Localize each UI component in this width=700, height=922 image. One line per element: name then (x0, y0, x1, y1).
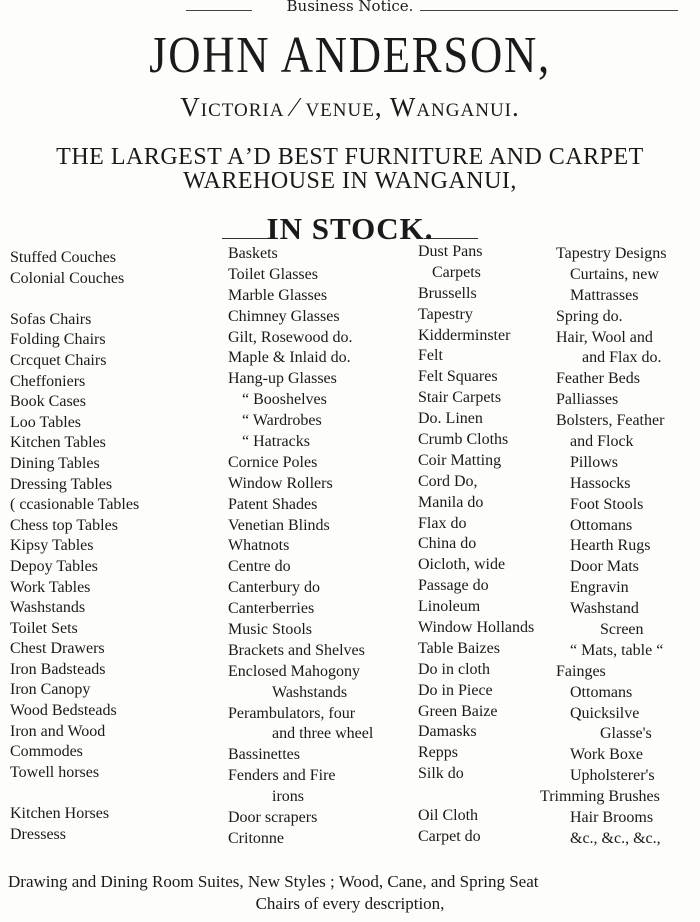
list-item: Canterberries (228, 600, 315, 618)
list-item: Window Rollers (228, 474, 333, 492)
list-item: Bolsters, Feather (556, 412, 665, 430)
list-item: irons (272, 788, 304, 806)
list-item: Do. Linen (418, 410, 483, 428)
list-item: Chess top Tables (10, 516, 118, 534)
list-item: Iron Canopy (10, 681, 91, 699)
list-item: Dressing Tables (10, 475, 113, 493)
list-item: Folding Chairs (10, 331, 106, 349)
list-item: Brackets and Shelves (228, 641, 365, 659)
list-item: Work Boxe (570, 746, 643, 764)
in-stock-heading: IN STOCK. (266, 211, 434, 246)
list-item: Screen (600, 621, 644, 639)
list-item: Chest Drawers (10, 640, 105, 658)
list-item: Maple & Inlaid do. (228, 349, 351, 367)
list-item: Music Stools (228, 621, 313, 639)
list-item: Curtains, new (570, 265, 659, 283)
list-item: Dressess (10, 825, 66, 843)
list-item: Hang-up Glasses (228, 370, 337, 388)
list-item: Kitchen Tables (10, 434, 106, 452)
list-item: Quicksilve (570, 704, 640, 722)
list-item: Cornice Poles (228, 453, 318, 471)
list-item: “ Wardrobes (242, 412, 322, 430)
list-item: Felt (418, 347, 443, 365)
stock-column-2 (228, 244, 373, 850)
list-item: and three wheel (272, 725, 374, 743)
list-item: Oicloth, wide (418, 556, 506, 574)
list-item: Repps (418, 744, 458, 762)
list-item: Do in Piece (418, 681, 493, 699)
list-item: Brussells (418, 284, 477, 302)
list-item: Dining Tables (10, 454, 100, 472)
list-item: Toilet Sets (10, 619, 78, 637)
list-item: and Flax do. (582, 349, 662, 367)
stock-column-3 (418, 242, 534, 848)
list-item: Hearth Rugs (570, 537, 651, 555)
list-item: Bassinettes (228, 746, 300, 764)
list-item: Tapestry Designs (556, 245, 667, 262)
list-item: Foot Stools (570, 495, 644, 513)
list-item: Carpet do (418, 827, 481, 845)
list-item (418, 785, 534, 806)
list-item: Washstand (570, 600, 639, 618)
list-item: Silk do (418, 765, 464, 783)
list-item: Kidderminster (418, 326, 511, 344)
list-item: Wood Bedsteads (10, 702, 117, 720)
firm-name: JOHN ANDERSON, (149, 27, 551, 84)
list-item: Do in cloth (418, 660, 490, 678)
list-item: Cheffoniers (10, 372, 86, 390)
list-item: Depoy Tables (10, 557, 98, 575)
list-item: Venetian Blinds (228, 516, 330, 534)
list-item: Canterbury do (228, 579, 320, 597)
list-item: Book Cases (10, 393, 86, 411)
list-item: Crumb Cloths (418, 431, 509, 449)
list-item: Hair Brooms (570, 809, 654, 827)
list-item: Door Mats (570, 558, 639, 576)
headline-line-2: WAREHOUSE IN WANGANUI, (183, 168, 517, 194)
list-item: Enclosed Mahogony (228, 662, 360, 680)
list-item: Crcquet Chairs (10, 351, 107, 369)
stock-column-1 (10, 248, 139, 845)
list-item: Washstands (10, 599, 86, 617)
list-item: Perambulators, four (228, 704, 356, 722)
list-item: Commodes (10, 743, 83, 761)
list-item: Dust Pans (418, 243, 483, 260)
list-item: Critonne (228, 829, 284, 847)
list-item: Linoleum (418, 598, 481, 616)
list-item: Spring do. (556, 307, 623, 325)
list-item: Gilt, Rosewood do. (228, 328, 353, 346)
list-item: ( ccasionable Tables (10, 496, 140, 514)
stock-column-4 (540, 244, 667, 850)
list-item: China do (418, 535, 477, 553)
list-item: Colonial Couches (10, 269, 125, 287)
list-item: “ Booshelves (242, 391, 327, 409)
list-item: Patent Shades (228, 495, 318, 513)
list-item: Flax do (418, 514, 467, 532)
list-item: Damasks (418, 723, 477, 741)
list-item: Toilet Glasses (228, 265, 318, 283)
list-item: Cord Do, (418, 472, 478, 490)
list-item: Kitchen Horses (10, 805, 110, 823)
list-item: Feather Beds (556, 370, 640, 388)
list-item: Whatnots (228, 537, 290, 555)
list-item: Chimney Glasses (228, 307, 340, 325)
list-item: Door scrapers (228, 809, 318, 827)
list-item: Hair, Wool and (556, 328, 653, 346)
list-item: Sofas Chairs (10, 310, 92, 328)
list-item: Marble Glasses (228, 286, 328, 304)
list-item: Manila do (418, 493, 484, 511)
list-item: Washstands (272, 683, 348, 701)
list-item: Loo Tables (10, 413, 82, 431)
list-item (10, 783, 139, 804)
list-item: Tapestry (418, 305, 473, 323)
list-item: Ottomans (570, 683, 633, 701)
list-item: Baskets (228, 245, 278, 262)
list-item: Engravin (570, 579, 629, 597)
list-item: Towell horses (10, 763, 100, 781)
list-item: Fenders and Fire (228, 767, 336, 785)
list-item: Felt Squares (418, 368, 498, 386)
list-item: Table Baizes (418, 639, 500, 657)
business-notice-label: Business Notice. (286, 0, 414, 15)
list-item: Fainges (556, 662, 606, 680)
list-item: Coir Matting (418, 451, 502, 469)
list-item: Upholsterer's (570, 767, 655, 785)
list-item: Centre do (228, 558, 291, 576)
list-item: Mattrasses (570, 286, 639, 304)
list-item: and Flock (570, 433, 634, 451)
list-item: Hassocks (570, 474, 631, 492)
footer-line-1: Drawing and Dining Room Suites, New Styles ; Wood, Cane, and Spring Seat (8, 872, 539, 891)
list-item: Work Tables (10, 578, 91, 596)
list-item: Carpets (432, 263, 481, 281)
footer-line-2: Chairs of every description, (255, 894, 445, 913)
list-item: Stair Carpets (418, 389, 502, 407)
headline-line-1: THE LARGEST AʼD BEST FURNITURE AND CARPET (56, 144, 644, 170)
list-item: Stuffed Couches (10, 249, 116, 266)
list-item: Green Baize (418, 702, 498, 720)
list-item: Iron and Wood (10, 722, 106, 740)
list-item: Glasse's (600, 725, 652, 743)
list-item: Kipsy Tables (10, 537, 94, 555)
list-item: Pillows (570, 453, 619, 471)
list-item: Window Hollands (418, 619, 535, 637)
list-item: Passage do (418, 577, 489, 595)
list-item: Palliasses (556, 391, 619, 409)
list-item: Oil Cloth (418, 807, 479, 825)
list-item: Trimming Brushes (540, 788, 660, 806)
list-item: Iron Badsteads (10, 660, 106, 678)
list-item: Ottomans (570, 516, 633, 534)
list-item: &c., &c., &c., (570, 829, 661, 847)
firm-address: Victoria ⁄ venue, Wanganui. (180, 92, 520, 122)
list-item (10, 289, 139, 310)
list-item: “ Mats, table “ (570, 641, 664, 659)
list-item: “ Hatracks (242, 433, 310, 451)
